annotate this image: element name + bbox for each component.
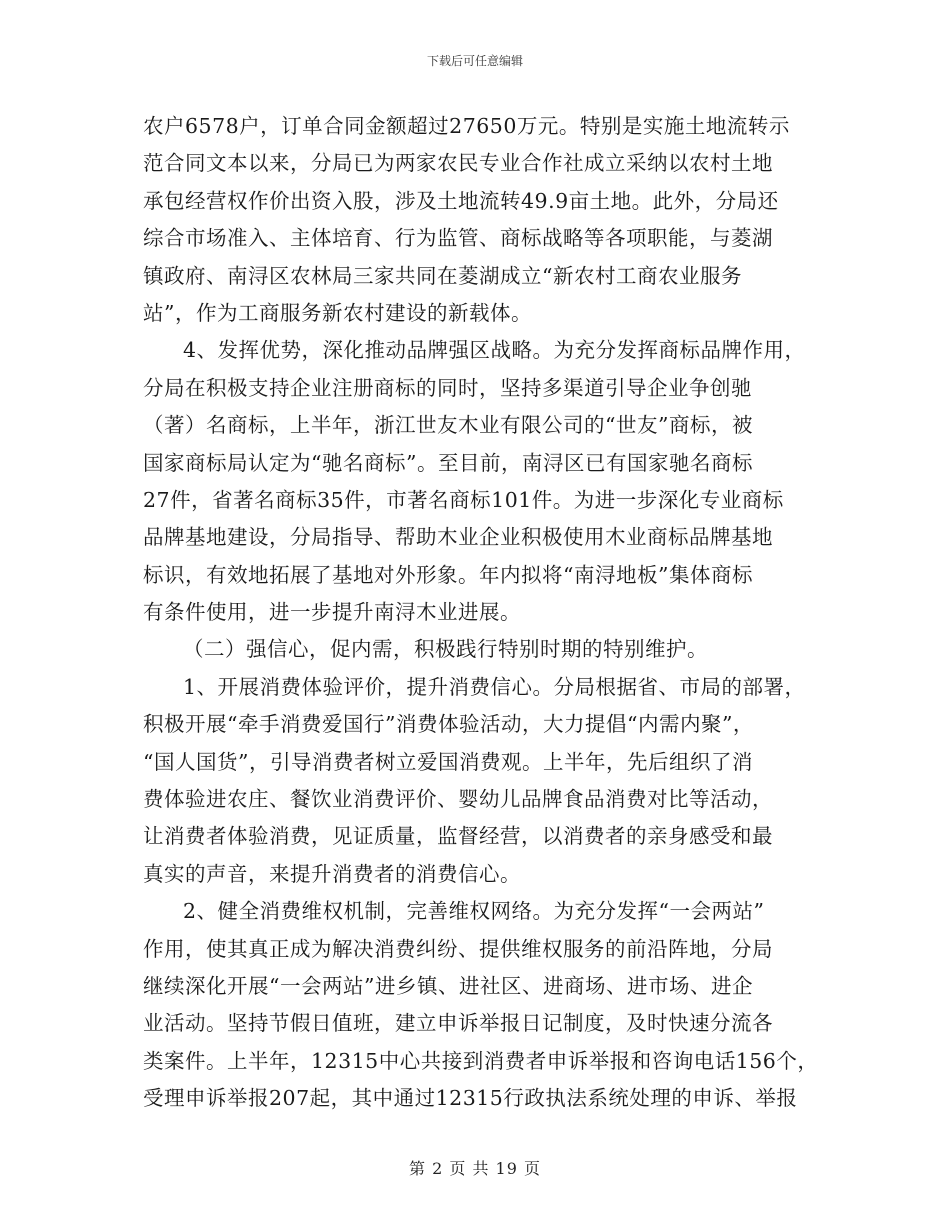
text-line: 1、开展消费体验评价，提升消费信心。分局根据省、市局的部署， — [183, 674, 806, 699]
text-line: 继续深化开展“一会两站”进乡镇、进社区、进商场、进市场、进企 — [143, 973, 753, 998]
text-line: 分局在积极支持企业注册商标的同时，坚持多渠道引导企业争创驰 — [143, 375, 752, 400]
text-line: 27件，省著名商标35件，市著名商标101件。为进一步深化专业商标 — [143, 487, 784, 512]
section-heading-confidence — [143, 631, 823, 668]
text-line: 标识，有效地拓展了基地对外形象。年内拟将“南浔地板”集体商标 — [143, 562, 753, 587]
text-line: 真实的声音，来提升消费者的消费信心。 — [143, 861, 521, 886]
text-line: 2、健全消费维权机制，完善维权网络。为充分发挥“一会两站” — [183, 899, 765, 924]
text-line: 镇政府、南浔区农林局三家共同在菱湖成立“新农村工商农业服务 — [143, 263, 742, 288]
section-heading: （二）强信心，促内需，积极践行特别时期的特别维护。 — [183, 637, 708, 662]
text-line: 站”，作为工商服务新农村建设的新载体。 — [143, 300, 532, 325]
text-line: 4、发挥优势，深化推动品牌强区战略。为充分发挥商标品牌作用， — [183, 338, 806, 363]
text-line: 有条件使用，进一步提升南浔木业进展。 — [143, 600, 521, 625]
paragraph-farmland — [143, 108, 823, 332]
paragraph-rights-protection — [143, 893, 823, 1117]
text-line: 积极开展“牵手消费爱国行”消费体验活动，大力提倡“内需内聚”， — [143, 712, 754, 737]
text-line: 综合市场准入、主体培育、行为监管、商标战略等各项职能，与菱湖 — [143, 226, 773, 251]
page-header: 下载后可任意编辑 — [426, 54, 523, 68]
page-footer: 第 2 页 共 19 页 — [409, 1159, 541, 1178]
text-line: （著）名商标，上半年，浙江世友木业有限公司的“世友”商标，被 — [143, 413, 753, 438]
text-line: 类案件。上半年，12315中心共接到消费者申诉举报和咨询电话156个， — [143, 1048, 819, 1073]
text-line: 承包经营权作价出资入股，涉及土地流转49.9亩土地。此外，分局还 — [143, 188, 779, 213]
text-line: 费体验进农庄、餐饮业消费评价、婴幼儿品牌食品消费对比等活动， — [143, 787, 773, 812]
text-line: 作用，使其真正成为解决消费纠纷、提供维权服务的前沿阵地，分局 — [143, 936, 773, 961]
text-line: 范合同文本以来，分局已为两家农民专业合作社成立采纳以农村土地 — [143, 151, 773, 176]
text-line: “国人国货”，引导消费者树立爱国消费观。上半年，先后组织了消 — [143, 749, 753, 774]
text-line: 国家商标局认定为“驰名商标”。至目前，南浔区已有国家驰名商标 — [143, 450, 753, 475]
text-line: 让消费者体验消费，见证质量，监督经营，以消费者的亲身感受和最 — [143, 824, 773, 849]
text-line: 品牌基地建设，分局指导、帮助木业企业积极使用木业商标品牌基地 — [143, 525, 773, 550]
text-line: 受理申诉举报207起，其中通过12315行政执法系统处理的申诉、举报 — [143, 1086, 798, 1111]
text-line: 农户6578户，订单合同金额超过27650万元。特别是实施土地流转示 — [143, 114, 790, 138]
paragraph-brand-strategy — [143, 332, 823, 631]
document-body — [143, 108, 823, 1118]
paragraph-consumer-experience — [143, 669, 823, 893]
text-line: 业活动。坚持节假日值班，建立申诉举报日记制度，及时快速分流各 — [143, 1011, 773, 1036]
